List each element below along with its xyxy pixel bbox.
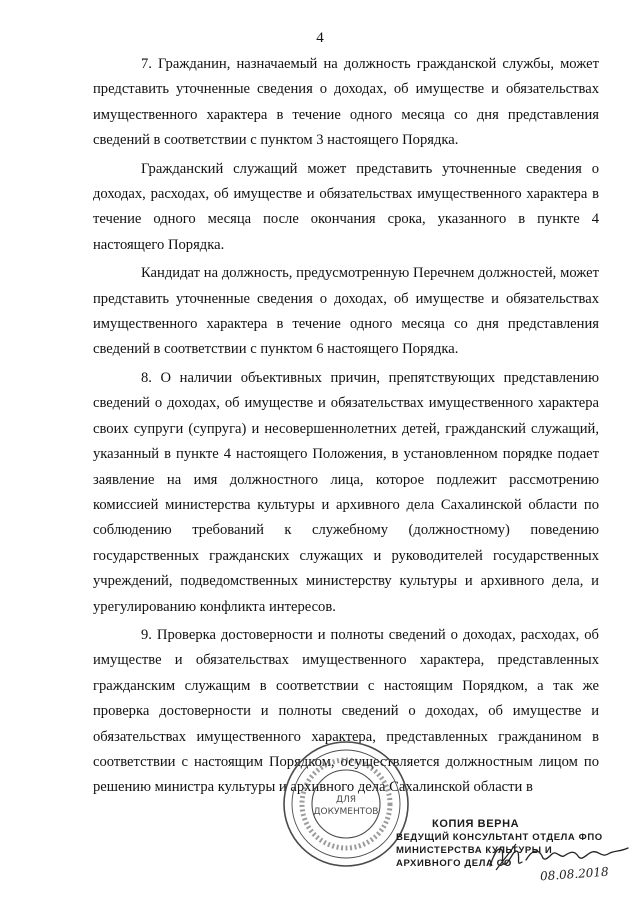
page-number: 4 [316, 30, 324, 46]
cert-copy-true: КОПИЯ ВЕРНА [432, 818, 520, 830]
document-body [93, 52, 599, 801]
cert-ministry: МИНИСТЕРСТВА КУЛЬТУРЫ И [396, 845, 553, 856]
stamp-text-line-1: ДЛЯ [335, 795, 357, 805]
signature-date: 08.08.2018 [539, 864, 610, 884]
stamp-text-line-2: ДОКУМЕНТОВ [313, 807, 379, 817]
paragraph-8: 8. О наличии объективных причин, препятствующих представлению сведений о доходах, об имуществе и обязательствах имущественного характера своих супруги (супруга) и несовершеннолетних детей, гражданский служащий, указанный в пункте 4 настоящего Положения, в установленном порядке подает заявление на имя должностного лица, которое подлежит рассмотрению комиссией министерства культуры и архивного дела Сахалинской области по соблюдению требований к служебному (должностному) поведению государственных гражданских служащих и руководителей государственных учреждений, подведомственных министерству культуры и архивного дела, и урегулированию конфликта интересов. [93, 369, 599, 615]
paragraph-candidate: Кандидат на должность, предусмотренную Перечнем должностей, может представить уточненные сведения о доходах, об имуществе и обязательствах имущественного характера в течение одного месяца со дня представления сведений в соответствии с пунктом 6 настоящего Порядка. [93, 265, 599, 358]
paragraph-9: 9. Проверка достоверности и полноты сведений о доходах, расходах, об имуществе и обязательствах имущественного характера, представленных гражданским служащим в соответствии с настоящим Порядком, а так же проверка достоверности и полноты сведений о доходах, об имуществе и обязательствах имущественного характера, представленных гражданином в соответствии с настоящим Порядком, осуществляется должностным лицом по решению министра культуры и архивного дела Сахалинской области в [93, 626, 599, 796]
cert-department: АРХИВНОГО ДЕЛА СО [396, 858, 512, 869]
paragraph-7: 7. Гражданин, назначаемый на должность гражданской службы, может представить уточненные сведения о доходах, об имуществе и обязательствах имущественного характера в течение одного месяца со дня представления сведений в соответствии с пунктом 3 настоящего Порядка. [93, 56, 599, 149]
paragraph-civil-servant: Гражданский служащий может представить уточненные сведения о доходах, расходах, об имуществе и обязательствах имущественного характера в течение одного месяца после окончания срока, указанного в пункте 4 настоящего Порядка. [93, 160, 599, 253]
cert-position: ВЕДУЩИЙ КОНСУЛЬТАНТ ОТДЕЛА ФПО [396, 832, 603, 843]
